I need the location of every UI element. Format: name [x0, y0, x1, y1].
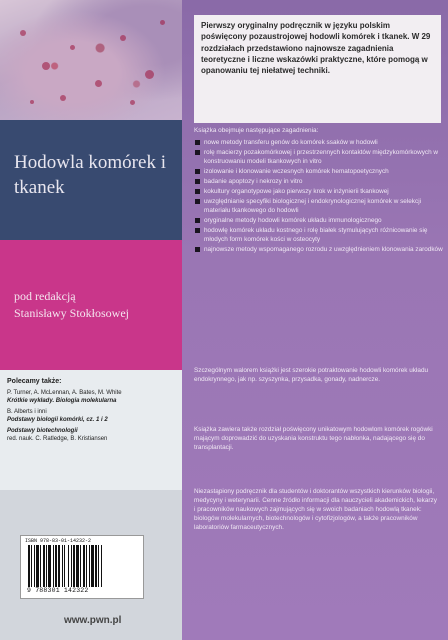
- barcode-bar: [71, 545, 72, 587]
- list-item: najnowsze metody wspomaganego rozrodu z uwzględnieniem klonowania zarodków: [194, 245, 444, 254]
- barcode-bar: [73, 545, 75, 587]
- barcode-bar: [55, 545, 57, 587]
- barcode-bar: [68, 545, 69, 587]
- barcode-bar: [76, 545, 79, 587]
- barcode-bars: [27, 545, 137, 587]
- list-item: hodowlę komórek układu kostnego i rolę białek stymulujących różnicowanie się młodych form komórek kości w osteocyty: [194, 226, 444, 244]
- recommend-entry: [7, 427, 179, 443]
- barcode-bar: [95, 545, 97, 587]
- barcode-bar: [34, 545, 35, 587]
- barcode-bar: [31, 545, 32, 587]
- contents-intro: Książka obejmuje następujące zagadnienia:: [194, 127, 319, 134]
- cell-culture-photo: [0, 0, 182, 120]
- barcode-bar: [101, 545, 102, 587]
- list-item: badanie apoptozy i nekrozy in vitro: [194, 177, 444, 186]
- barcode-bar: [43, 545, 45, 587]
- recommend-entry: [7, 389, 179, 405]
- barcode-bar: [64, 545, 65, 587]
- barcode-bar: [91, 545, 94, 587]
- paragraph-endocrine: Szczególnym walorem książki jest szerokie potraktowanie hodowli komórek układu endokrynnego, jak np. szyszynka, przysadka, gonady, nadnercze.: [194, 367, 429, 383]
- editor-credit: [14, 288, 179, 322]
- recommend-title: Podstawy biotechnologii: [7, 428, 78, 434]
- editor-line-2: Stanisławy Stokłosowej: [14, 306, 130, 320]
- list-item: nowe metody transferu genów do komórek ssaków w hodowli: [194, 138, 444, 147]
- list-item: kokultury organotypowe jako pierwszy krok w inżynierii tkankowej: [194, 187, 444, 196]
- barcode-digits: 9 788301 142322: [27, 587, 89, 594]
- barcode-bar: [80, 545, 81, 587]
- barcode-bar: [48, 545, 51, 587]
- editor-line-1: pod redakcją: [14, 289, 76, 303]
- barcode-bar: [46, 545, 47, 587]
- list-item: oryginalne metody hodowli komórek układu immunologicznego: [194, 216, 444, 225]
- barcode-bar: [83, 545, 85, 587]
- list-item: rolę macierzy pozakomórkowej i przestrzennych kontaktów międzykomórkowych w konstruowaniu modeli tkankowych in vitro: [194, 148, 444, 166]
- paragraph-cornea: Książka zawiera także rozdział poświęcony unikatowym hodowlom komórek rogówki mającym doprowadzić do uzyskania konstruktu tego nabłonka, nadającego się do transplantacji.: [194, 426, 433, 451]
- list-item: uwzględnianie specyfiki biologicznej i endokrynologicznej komórek w selekcji materiału tkankowego do hodowli: [194, 197, 444, 215]
- recommend-authors: P. Turner, A. McLennan, A. Bates, M. White: [7, 390, 122, 396]
- barcode-bar: [40, 545, 41, 587]
- recommend-entry: [7, 408, 179, 424]
- paragraph-audience: Niezastąpiony podręcznik dla studentów i doktorantów wszystkich kierunków biologii, medycyny i weterynarii. Cenne źródło informacji dla nauczycieli akademickich, lekarzy i pracowników naukowych zajmujących się w swoich badaniach hodowlą tkanek: biologów molekularnych, biotechnologów i cytofizjologów, a także pracowników laboratoriów farmaceutycznych.: [194, 488, 437, 531]
- contents-list: [194, 138, 444, 254]
- barcode-bar: [53, 545, 54, 587]
- barcode-bar: [86, 545, 87, 587]
- left-column: [0, 0, 182, 640]
- recommend-title: Krótkie wykłady. Biologia molekularna: [7, 398, 117, 404]
- recommendations: [7, 378, 179, 446]
- recommend-heading: Polecamy także:: [7, 378, 62, 385]
- isbn-label: ISBN 978-83-01-14232-2: [25, 538, 92, 544]
- contents-section: [194, 126, 444, 255]
- barcode-bar: [62, 545, 63, 587]
- blurb-text: Pierwszy oryginalny podręcznik w języku polskim poświęcony pozaustrojowej hodowli komórek i tkanek. W 29 rozdziałach przedstawiono najnowsze zagadnienia teoretyczne i liczne wskazówki praktyczne, które pomogą w opanowaniu tej niełatwej techniki.: [201, 21, 431, 76]
- barcode-bar: [98, 545, 99, 587]
- list-item: izolowanie i klonowanie wczesnych komórek hematopoetycznych: [194, 167, 444, 176]
- barcode-bar: [89, 545, 90, 587]
- publisher-url: www.pwn.pl: [64, 615, 122, 626]
- recommend-title: Podstawy biologii komórki, cz. 1 i 2: [7, 417, 108, 423]
- barcode-bar: [58, 545, 60, 587]
- book-title: Hodowla komórek i tkanek: [14, 152, 166, 198]
- barcode: [20, 535, 144, 599]
- barcode-bar: [36, 545, 39, 587]
- barcode-bar: [28, 545, 30, 587]
- recommend-authors: B. Alberts i inni: [7, 409, 47, 415]
- recommend-note: red. nauk. C. Ratledge, B. Kristiansen: [7, 436, 108, 442]
